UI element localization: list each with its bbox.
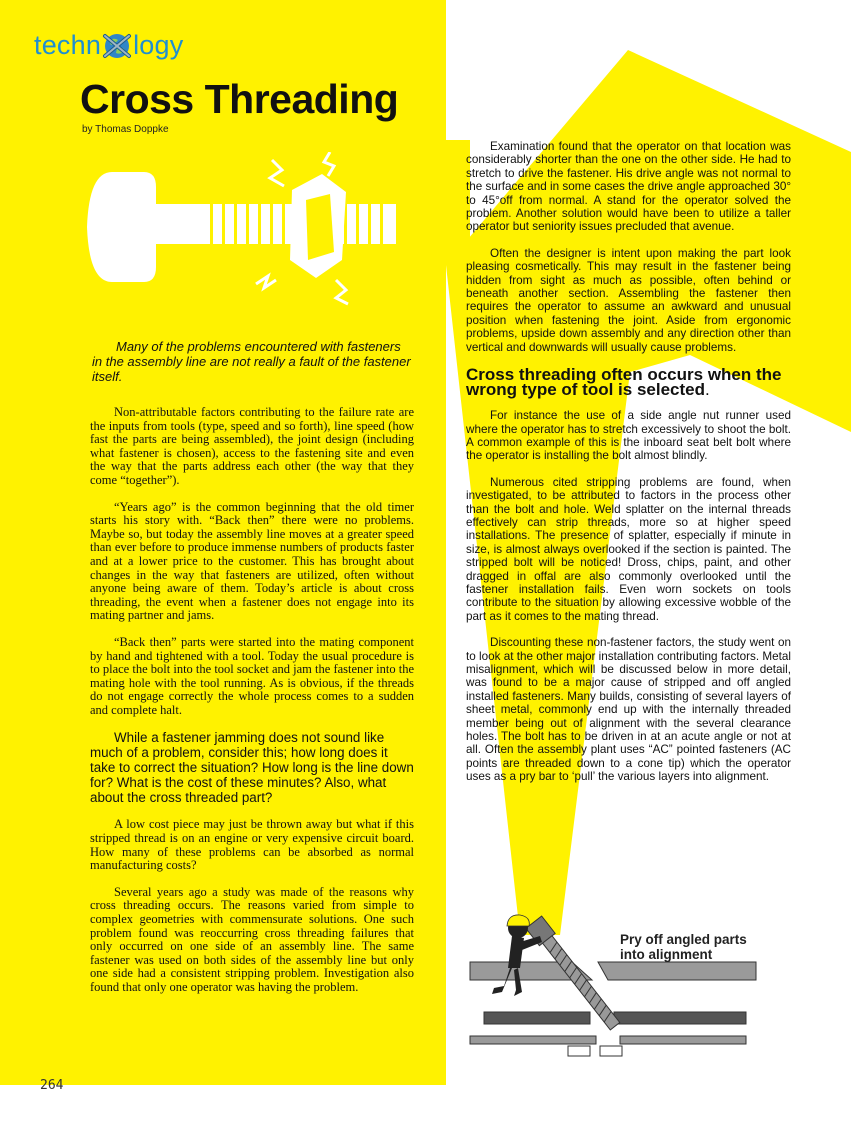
body-paragraph: “Back then” parts were started into the mating component by hand and tightened with a tool. Today the usual procedure is to place the bolt into the tool socket and jam the fastener into the mating hole with the tool running. As is obvious, if the threads do not engage correctly the whole process comes to a sudden and complete halt. bbox=[90, 634, 414, 717]
body-paragraph: Often the designer is intent upon making the part look pleasing cosmetically. This may result in the fastener being hidden from sight as much as possible, often behind or beneath another section. Assembling the fastener then requires the operator to assume an awkward and unusual position when fastening the joint. Aside from ergonomic problems, upside down assembly and any direction other than vertical and downwards will usually cause problems. bbox=[466, 246, 791, 354]
subheading-text: Cross threading often occurs when the wrong type of tool is selected bbox=[466, 365, 782, 400]
brand-prefix: techn bbox=[34, 30, 102, 60]
page-title: Cross Threading bbox=[80, 76, 399, 122]
brand-suffix: logy bbox=[133, 30, 184, 60]
subheading-period: . bbox=[704, 380, 710, 400]
diagram-caption bbox=[620, 932, 747, 962]
byline: by Thomas Doppke bbox=[82, 124, 169, 135]
diagram-caption-line: into alignment bbox=[620, 947, 713, 962]
page-number: 264 bbox=[40, 1078, 64, 1093]
body-paragraph: Non-attributable factors contributing to the failure rate are the inputs from tools (type, speed and so forth), line speed (how fast the parts are being assembled), the joint design (including what fastener is chosen), access to the fastening site and even the way that the parts address each other (the way that they come “together”). bbox=[90, 405, 414, 487]
body-paragraph: Discounting these non-fastener factors, the study went on to look at the other major installation contributing factors. Metal misalignment, which will be discussed below in more detail, was found to be a major cause of stripped and off angled installed fasteners. Many builds, consisting of several layers of sheet metal, commonly end up with the internally threaded member being out of alignment with the several clearance holes. The bolt has to be driven in at an acute angle or not at all. Often the assembly plant uses “AC” pointed fasteners (AC points are threaded down to a cone tip) which the operator uses as a pry bar to ‘pull’ the various layers into alignment. bbox=[466, 636, 791, 784]
body-paragraph: For instance the use of a side angle nut runner used where the operator has to stretch excessively to shoot the bolt. A common example of this is the inboard seat belt bolt where the operator is installing the bolt almost blindly. bbox=[466, 409, 791, 463]
brand-logo bbox=[34, 30, 183, 61]
body-paragraph: Examination found that the operator on that location was considerably shorter than the one on the other side. He had to stretch to drive the fastener. His drive angle was not normal to the surface and in some cases the drive angle approached 30° to 45°off from normal. A stand for the operator solved the problem. Another solution would have been to utilize a taller operator but seniority issues precluded that avenue. bbox=[466, 140, 791, 234]
subheading bbox=[466, 365, 791, 400]
body-paragraph: A low cost piece may just be thrown away but what if this stripped thread is on an engine or very expensive circuit board. How many of these problems can be absorbed as normal manufacturing costs? bbox=[90, 817, 414, 873]
globe-icon bbox=[102, 31, 132, 61]
body-paragraph: Several years ago a study was made of the reasons why cross threading occurs. The reasons varied from simple to complex geometries with commensurate solutions. One such problem found was reoccurring cross threading failures that only occurred on one side of an assembly line. The same fastener was used on both sides of the assembly line but only one side had a consistent stripping problem. Investigation also found that only one operator was having the problem. bbox=[90, 884, 414, 994]
diagram-caption-line: Pry off angled parts bbox=[620, 932, 747, 947]
callout-paragraph: While a fastener jamming does not sound like much of a problem, consider this; how long does it take to correct the situation? How long is the line down for? What is the cost of these minutes? Also, what about the cross threaded part? bbox=[90, 730, 414, 806]
bolt-nut-illustration bbox=[84, 152, 404, 312]
lead-paragraph: Many of the problems encountered with fasteners in the assembly line are not really a fault of the fastener itself. bbox=[92, 339, 411, 384]
right-column-body bbox=[466, 140, 791, 797]
body-paragraph: “Years ago” is the common beginning that the old timer starts his story with. “Back then” there were no problems. Maybe so, but today the assembly line moves at a greater speed than ever before to produce immense numbers of products faster and at a lower price to the customer. This has brought about changes in the way that fasteners are utilized, often without anyone being aware of them. Today’s article is about cross threading, the event when a fastener does not engage into its mating partner and jams. bbox=[90, 499, 414, 623]
left-column-body bbox=[90, 406, 414, 1008]
body-paragraph: Numerous cited stripping problems are found, when investigated, to be attributed to factors in the process other than the bolt and hole. Weld splatter on the internal threads effectively can strip threads, more so at higher speed installations. The presence of splatter, especially if minute in size, is almost always overlooked if the section is painted. The stripped bolt will be noticed! Dross, chips, paint, and other dragged in offal are also commonly overlooked until the fastener installation fails. Even worn sockets on tools contribute to the situation by allowing excessive wobble of the part as it comes to the mating thread. bbox=[466, 475, 791, 623]
